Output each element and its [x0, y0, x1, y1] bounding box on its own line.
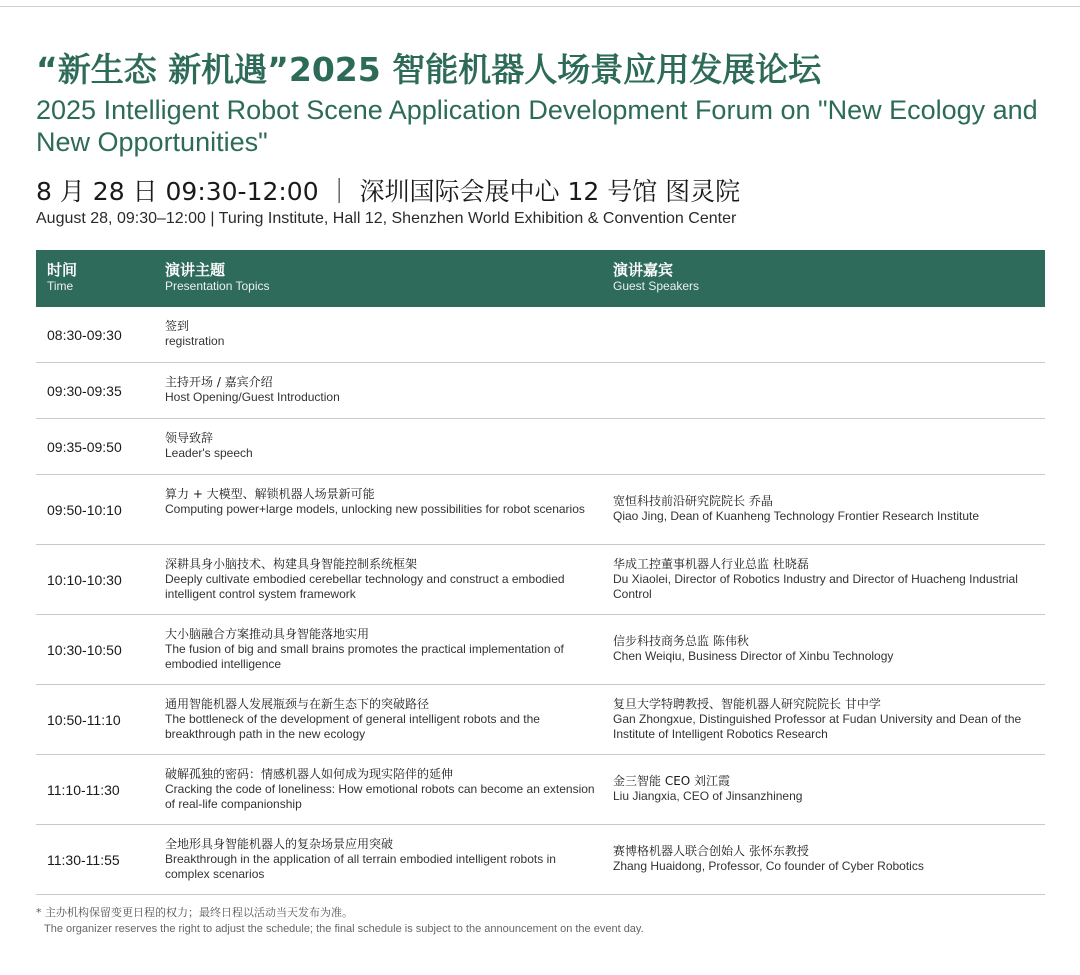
speaker-en: Du Xiaolei, Director of Robotics Industry and Director of Huacheng Industrial Control — [613, 572, 1018, 601]
speaker-en: Liu Jiangxia, CEO of Jinsanzhineng — [613, 789, 803, 803]
topic-zh: 签到 — [165, 319, 190, 333]
table-row — [36, 307, 1045, 363]
topic-en: Computing power+large models, unlocking new possibilities for robot scenarios — [165, 502, 585, 516]
row-topic — [165, 486, 595, 517]
top-divider — [0, 6, 1080, 7]
speaker-en: Chen Weiqiu, Business Director of Xinbu Technology — [613, 649, 894, 663]
topic-zh: 深耕具身小脑技术、构建具身智能控制系统框架 — [165, 557, 418, 571]
topic-zh: 通用智能机器人发展瓶颈与在新生态下的突破路径 — [165, 697, 430, 711]
speaker-zh: 信步科技商务总监 陈伟秋 — [613, 634, 749, 648]
disclaimer-en: The organizer reserves the right to adjust the schedule; the final schedule is subject to the announcement on the event day. — [44, 923, 644, 935]
row-topic — [165, 318, 595, 349]
row-time: 10:10-10:30 — [47, 571, 122, 588]
row-speaker — [613, 493, 1043, 524]
topic-en: The bottleneck of the development of general intelligent robots and the breakthrough path in the new ecology — [165, 712, 540, 741]
speaker-en: Gan Zhongxue, Distinguished Professor at Fudan University and Dean of the Institute of Intelligent Robotics Research — [613, 712, 1022, 741]
row-topic — [165, 430, 595, 461]
row-speaker — [613, 843, 1043, 874]
page-title-en: 2025 Intelligent Robot Scene Application Development Forum on "New Ecology and New Opportunities" — [36, 95, 1038, 157]
topic-zh: 全地形具身智能机器人的复杂场景应用突破 — [165, 837, 394, 851]
header-time — [47, 261, 77, 294]
speaker-zh: 金三智能 CEO 刘江霞 — [613, 774, 731, 788]
row-time: 11:30-11:55 — [47, 851, 120, 868]
header-speaker-en: Guest Speakers — [613, 279, 700, 293]
table-row — [36, 363, 1045, 419]
row-topic — [165, 836, 595, 882]
event-date-venue-en: August 28, 09:30–12:00 | Turing Institute, Hall 12, Shenzhen World Exhibition & Convention Center — [36, 210, 737, 227]
topic-en: registration — [165, 334, 225, 348]
row-time: 09:35-09:50 — [47, 438, 122, 455]
row-speaker — [613, 556, 1043, 602]
speaker-zh: 赛博格机器人联合创始人 张怀东教授 — [613, 844, 809, 858]
row-topic — [165, 374, 595, 405]
topic-en: Deeply cultivate embodied cerebellar technology and construct a embodied intelligent control system framework — [165, 572, 565, 601]
row-time: 10:50-11:10 — [47, 711, 121, 728]
topic-zh: 算力 + 大模型、解锁机器人场景新可能 — [165, 487, 375, 501]
table-header — [36, 250, 1045, 307]
speaker-zh: 复旦大学特聘教授、智能机器人研究院院长 甘中学 — [613, 697, 881, 711]
speaker-en: Zhang Huaidong, Professor, Co founder of Cyber Robotics — [613, 859, 924, 873]
row-speaker — [613, 773, 1043, 804]
header-topic — [165, 261, 270, 294]
header-topic-zh: 演讲主题 — [165, 261, 226, 279]
header-speaker-zh: 演讲嘉宾 — [613, 261, 674, 279]
row-time: 08:30-09:30 — [47, 326, 122, 343]
row-time: 09:50-10:10 — [47, 501, 122, 518]
table-row — [36, 615, 1045, 685]
schedule-disclaimer — [36, 905, 644, 937]
topic-en: Leader's speech — [165, 446, 253, 460]
page-title-zh: “新生态 新机遇”2025 智能机器人场景应用发展论坛 — [36, 50, 822, 89]
topic-zh: 大小脑融合方案推动具身智能落地实用 — [165, 627, 370, 641]
topic-en: Cracking the code of loneliness: How emotional robots can become an extension of real-life companionship — [165, 782, 595, 811]
row-time: 10:30-10:50 — [47, 641, 122, 658]
table-row — [36, 755, 1045, 825]
speaker-zh: 华成工控董事机器人行业总监 杜晓磊 — [613, 557, 809, 571]
row-topic — [165, 626, 595, 672]
row-time: 09:30-09:35 — [47, 382, 122, 399]
topic-en: Host Opening/Guest Introduction — [165, 390, 340, 404]
header-time-en: Time — [47, 279, 74, 293]
header-speaker — [613, 261, 699, 294]
table-row — [36, 545, 1045, 615]
topic-zh: 领导致辞 — [165, 431, 214, 445]
table-row — [36, 685, 1045, 755]
row-topic — [165, 556, 595, 602]
topic-en: The fusion of big and small brains promotes the practical implementation of embodied intelligence — [165, 642, 564, 671]
row-time: 11:10-11:30 — [47, 781, 120, 798]
table-row — [36, 825, 1045, 895]
row-speaker — [613, 696, 1043, 742]
header-topic-en: Presentation Topics — [165, 279, 270, 293]
event-date-venue-zh: 8 月 28 日 09:30-12:00 ｜ 深圳国际会展中心 12 号馆 图灵院 — [36, 177, 741, 206]
speaker-en: Qiao Jing, Dean of Kuanheng Technology Frontier Research Institute — [613, 509, 979, 523]
schedule-table — [36, 250, 1045, 895]
table-row — [36, 475, 1045, 545]
speaker-zh: 宽恒科技前沿研究院院长 乔晶 — [613, 494, 773, 508]
row-topic — [165, 766, 595, 812]
header-time-zh: 时间 — [47, 261, 78, 279]
disclaimer-zh: * 主办机构保留变更日程的权力；最终日程以活动当天发布为准。 — [36, 906, 353, 919]
row-speaker — [613, 633, 1043, 664]
table-row — [36, 419, 1045, 475]
topic-zh: 主持开场 / 嘉宾介绍 — [165, 375, 273, 389]
topic-zh: 破解孤独的密码：情感机器人如何成为现实陪伴的延伸 — [165, 767, 454, 781]
row-topic — [165, 696, 595, 742]
topic-en: Breakthrough in the application of all terrain embodied intelligent robots in complex scenarios — [165, 852, 556, 881]
